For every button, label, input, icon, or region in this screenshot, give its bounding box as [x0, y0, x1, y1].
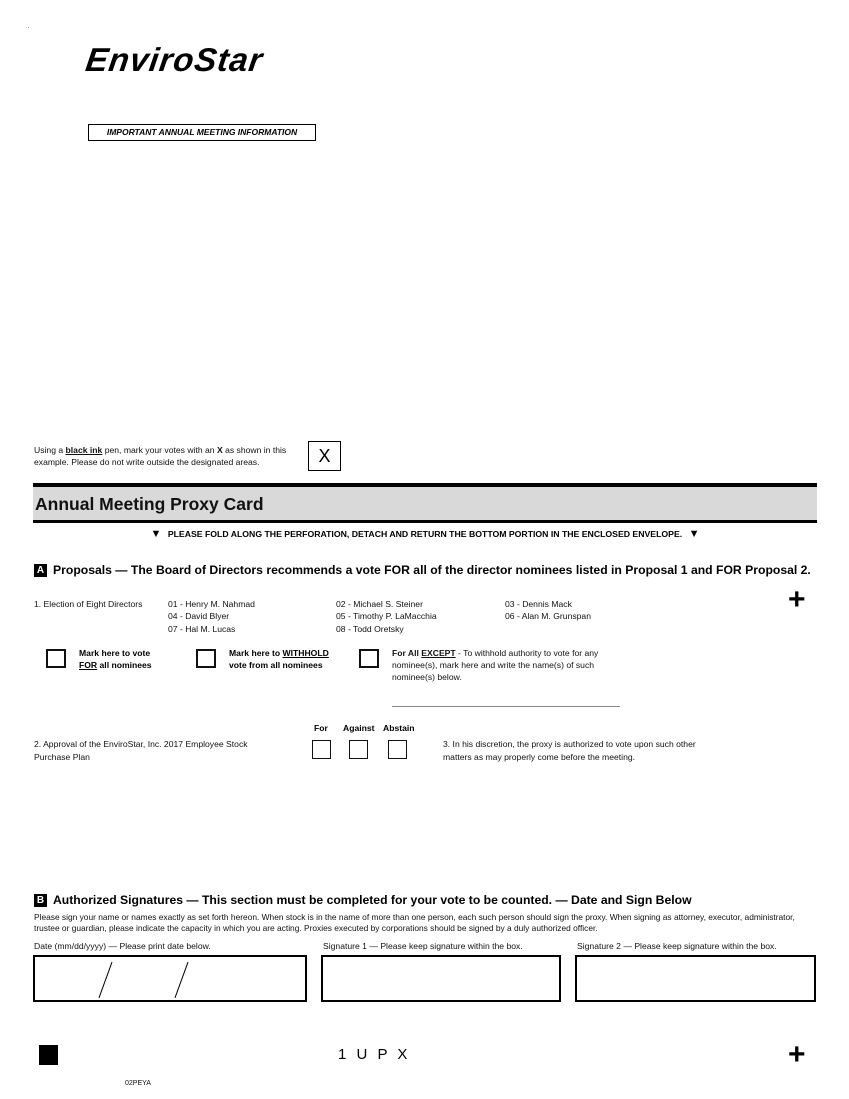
- proposal-2-abstain-checkbox[interactable]: [388, 740, 407, 759]
- signature-1-label: Signature 1 — Please keep signature within the box.: [323, 941, 523, 951]
- date-separator-slash: [175, 962, 189, 998]
- except-text: - To withhold authority to vote for any nominee(s), mark here and write the name(s) of such nominee(s) below.: [392, 648, 599, 682]
- envirostar-logo: EnviroStar: [83, 41, 266, 78]
- except-nominee-write-in-line[interactable]: [392, 706, 620, 707]
- down-arrow-icon: ▼: [688, 528, 700, 540]
- signature-2-label: Signature 2 — Please keep signature within the box.: [577, 941, 777, 951]
- nominee: 03 - Dennis Mack: [505, 599, 572, 609]
- nominee: 04 - David Blyer: [168, 611, 230, 621]
- signature-1-box[interactable]: [321, 955, 561, 1002]
- date-separator-slash: [99, 962, 113, 998]
- date-label: Date (mm/dd/yyyy) — Please print date below.: [34, 941, 211, 951]
- vote-for-all-checkbox[interactable]: [46, 649, 66, 668]
- section-b-instructions: Please sign your name or names exactly as set forth hereon. When stock is in the name of more than one person, each such person should sign the proxy. When signing as attorney, executor, administrator, trustee or guardian, please indicate the capacity in which you are acting. Proxies executed by corporations should be signed by a duly authorized officer.: [34, 912, 795, 933]
- scan-dot: [28, 27, 29, 28]
- nominee: 06 - Alan M. Grunspan: [505, 611, 591, 621]
- section-b-letter: B: [34, 894, 47, 907]
- nominee: 08 - Todd Oretsky: [336, 624, 404, 634]
- proxy-card-title: Annual Meeting Proxy Card: [35, 494, 264, 514]
- down-arrow-icon: ▼: [150, 528, 162, 540]
- proposal-3-label: 3. In his discretion, the proxy is authorized to vote upon such other matters as may properly come before the meeting.: [443, 739, 696, 762]
- registration-cross-icon: +: [788, 1038, 806, 1071]
- form-code: 1 U P X: [338, 1046, 411, 1063]
- instr-ink-emphasis: black ink: [65, 445, 103, 455]
- withhold-all-checkbox[interactable]: [196, 649, 216, 668]
- date-input-box[interactable]: [33, 955, 307, 1002]
- vote-for-all-emph: FOR: [79, 660, 98, 670]
- withhold-all-label: [229, 647, 329, 671]
- proxy-card-title-band: [33, 483, 817, 523]
- vote-column-against: Against: [343, 723, 375, 733]
- nominee: 01 - Henry M. Nahmad: [168, 599, 255, 609]
- vote-column-abstain: Abstain: [383, 723, 415, 733]
- except-prefix: For All: [392, 648, 422, 658]
- vote-for-all-line1: Mark here to vote: [79, 648, 151, 658]
- nominee: 05 - Timothy P. LaMacchia: [336, 611, 437, 621]
- fold-instruction-text: PLEASE FOLD ALONG THE PERFORATION, DETACH AND RETURN THE BOTTOM PORTION IN THE ENCLOSED ENVELOPE.: [167, 529, 683, 539]
- example-mark-box: X: [308, 441, 341, 471]
- nominee: 02 - Michael S. Steiner: [336, 599, 423, 609]
- except-emph: EXCEPT: [421, 648, 456, 658]
- for-all-except-label: [392, 647, 624, 683]
- registration-square-mark: [39, 1045, 58, 1065]
- proposal-2-against-checkbox[interactable]: [349, 740, 368, 759]
- instr-suffix: as shown in this example. Please do not write outside the designated areas.: [34, 445, 287, 467]
- vote-for-all-label: [79, 647, 152, 671]
- vote-column-for: For: [314, 723, 328, 733]
- vote-for-all-line2: all nominees: [97, 660, 152, 670]
- withhold-line2: vote from all nominees: [229, 660, 323, 670]
- marking-instructions: [34, 444, 304, 468]
- section-b-heading-text: Authorized Signatures — This section must be completed for your vote to be counted. — Date and Sign Below: [53, 893, 692, 907]
- section-b-heading: [34, 893, 692, 907]
- for-all-except-checkbox[interactable]: [359, 649, 379, 668]
- proposal-1-label: 1. Election of Eight Directors: [34, 599, 143, 609]
- form-id-code: 02PEYA: [125, 1080, 151, 1087]
- signature-2-box[interactable]: [575, 955, 816, 1002]
- nominee: 07 - Hal M. Lucas: [168, 624, 236, 634]
- registration-cross-icon: +: [788, 583, 806, 616]
- fold-instruction: [33, 528, 817, 540]
- withhold-prefix: Mark here to: [229, 648, 283, 658]
- section-a-heading-text: Proposals — The Board of Directors recommends a vote FOR all of the director nominees listed in Proposal 1 and FOR Proposal 2.: [53, 563, 811, 577]
- instr-prefix: Using a: [34, 445, 66, 455]
- section-a-letter: A: [34, 564, 47, 577]
- proposal-2-for-checkbox[interactable]: [312, 740, 331, 759]
- instr-mark: X: [216, 445, 223, 455]
- important-meeting-info-label: IMPORTANT ANNUAL MEETING INFORMATION: [88, 124, 316, 141]
- withhold-emph: WITHHOLD: [282, 648, 329, 658]
- instr-middle: pen, mark your votes with an: [102, 445, 217, 455]
- proposal-2-label: 2. Approval of the EnviroStar, Inc. 2017 Employee Stock Purchase Plan: [34, 739, 248, 762]
- section-a-heading: [34, 563, 811, 577]
